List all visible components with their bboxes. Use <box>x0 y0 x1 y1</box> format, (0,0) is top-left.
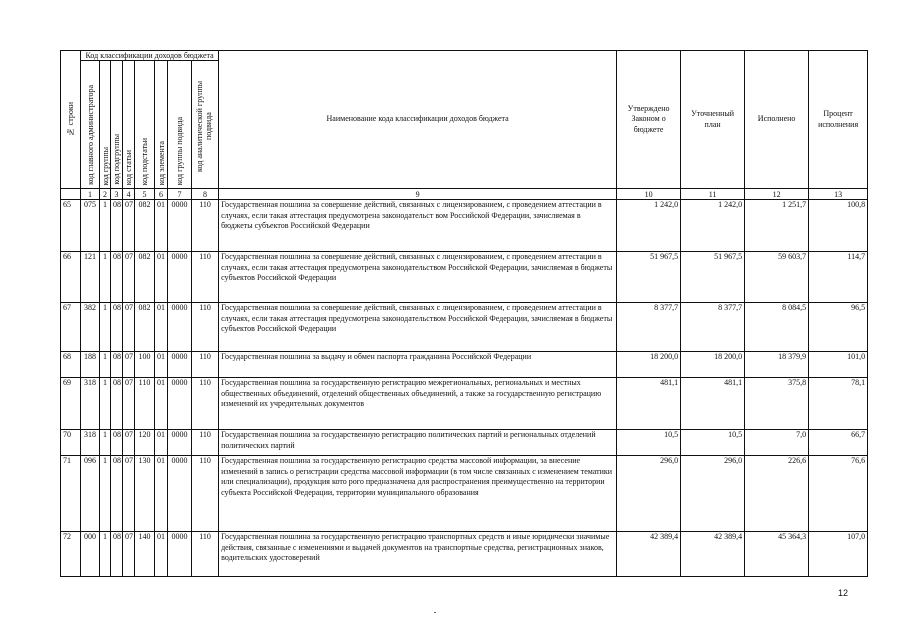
code-column-header: код группы подвида <box>168 61 192 189</box>
scan-dot <box>434 612 436 613</box>
code-column-header: код статьи <box>123 61 135 189</box>
column-number: 6 <box>155 189 168 200</box>
column-number: 1 <box>81 189 100 200</box>
table-row <box>61 456 868 532</box>
refined-amount: 481,1 <box>681 378 745 430</box>
element-code: 01 <box>155 252 168 303</box>
table-row <box>61 378 868 430</box>
subgroup-code: 08 <box>111 532 123 577</box>
approved-amount: 1 242,0 <box>617 200 681 252</box>
refined-amount: 296,0 <box>681 456 745 532</box>
admin-code: 382 <box>81 303 100 352</box>
analytic-group-code: 110 <box>192 532 219 577</box>
group-code: 1 <box>100 532 111 577</box>
approved-amount: 10,5 <box>617 430 681 456</box>
row-number: 68 <box>61 352 81 378</box>
execution-percent: 114,7 <box>809 252 868 303</box>
row-number: 66 <box>61 252 81 303</box>
execution-percent: 96,5 <box>809 303 868 352</box>
subgroup-code: 08 <box>111 200 123 252</box>
approved-amount: 296,0 <box>617 456 681 532</box>
code-column-header: код подстатьи <box>135 61 155 189</box>
column-number: 7 <box>168 189 192 200</box>
subtype-group-code: 0000 <box>168 378 192 430</box>
refined-amount: 1 242,0 <box>681 200 745 252</box>
subgroup-code: 08 <box>111 430 123 456</box>
execution-percent: 66,7 <box>809 430 868 456</box>
article-code: 07 <box>123 200 135 252</box>
admin-code: 318 <box>81 378 100 430</box>
classification-code-group-header: Код классификации доходов бюджета <box>81 51 219 61</box>
execution-percent: 76,6 <box>809 456 868 532</box>
revenue-name: Государственная пошлина за государственную регистрацию средства массовой информации, за внесение изменений в запись о регистрации средства массовой информации (в том числе связанных с изменением тематики или специализации), продукция кото рого предназначена для распространения преимущественно на территории субъекта Российской Федерации, территории муниципального образования <box>219 456 617 532</box>
article-code: 07 <box>123 352 135 378</box>
subarticle-code: 140 <box>135 532 155 577</box>
code-column-header: код аналитической группы подвида <box>192 61 219 189</box>
subarticle-code: 120 <box>135 430 155 456</box>
subgroup-code: 08 <box>111 378 123 430</box>
revenue-name: Государственная пошлина за государственную регистрацию межрегиональных, региональных и местных общественных объединений, отделений общественных объединений, а также за государственную регистрацию изменений их учредительных документов <box>219 378 617 430</box>
subtype-group-code: 0000 <box>168 352 192 378</box>
approved-amount: 51 967,5 <box>617 252 681 303</box>
code-column-header: код группы <box>100 61 111 189</box>
execution-percent: 100,8 <box>809 200 868 252</box>
row-number-header: № строки <box>61 51 81 189</box>
refined-amount: 42 389,4 <box>681 532 745 577</box>
column-number: 10 <box>617 189 681 200</box>
row-number: 72 <box>61 532 81 577</box>
row-number: 71 <box>61 456 81 532</box>
group-code: 1 <box>100 303 111 352</box>
subtype-group-code: 0000 <box>168 252 192 303</box>
table-row <box>61 532 868 577</box>
column-number: 13 <box>809 189 868 200</box>
row-number: 69 <box>61 378 81 430</box>
admin-code: 318 <box>81 430 100 456</box>
execution-percent: 107,0 <box>809 532 868 577</box>
refined-amount: 51 967,5 <box>681 252 745 303</box>
column-number: 12 <box>745 189 809 200</box>
executed-amount: 8 084,5 <box>745 303 809 352</box>
execution-percent: 78,1 <box>809 378 868 430</box>
revenue-name: Государственная пошлина за совершение действий, связанных с лицензированием, с проведением аттестации в случаях, если такая аттестация предусмотрена законодательством Российской Федерации, зачисляемая в бюджеты субъектов Российской Федерации <box>219 303 617 352</box>
analytic-group-code: 110 <box>192 430 219 456</box>
column-number: 8 <box>192 189 219 200</box>
analytic-group-code: 110 <box>192 303 219 352</box>
subtype-group-code: 0000 <box>168 200 192 252</box>
column-number: 11 <box>681 189 745 200</box>
executed-amount: 7,0 <box>745 430 809 456</box>
refined-amount: 10,5 <box>681 430 745 456</box>
column-number: 4 <box>123 189 135 200</box>
table-row <box>61 200 868 252</box>
admin-code: 121 <box>81 252 100 303</box>
approved-amount: 481,1 <box>617 378 681 430</box>
column-number: 5 <box>135 189 155 200</box>
executed-amount: 226,6 <box>745 456 809 532</box>
table-row <box>61 352 868 378</box>
page-number: 12 <box>838 588 849 598</box>
table-row <box>61 303 868 352</box>
subarticle-code: 082 <box>135 303 155 352</box>
column-number: 9 <box>219 189 617 200</box>
column-number: 2 <box>100 189 111 200</box>
approved-amount: 42 389,4 <box>617 532 681 577</box>
code-column-header: код главного администратора <box>81 61 100 189</box>
subgroup-code: 08 <box>111 303 123 352</box>
article-code: 07 <box>123 378 135 430</box>
row-number: 67 <box>61 303 81 352</box>
subgroup-code: 08 <box>111 252 123 303</box>
name-header: Наименование кода классификации доходов бюджета <box>219 51 617 189</box>
refined-plan-header: Уточненный план <box>681 51 745 189</box>
group-code: 1 <box>100 352 111 378</box>
subarticle-code: 100 <box>135 352 155 378</box>
approved-amount: 8 377,7 <box>617 303 681 352</box>
article-code: 07 <box>123 532 135 577</box>
element-code: 01 <box>155 456 168 532</box>
subarticle-code: 082 <box>135 200 155 252</box>
element-code: 01 <box>155 352 168 378</box>
subarticle-code: 082 <box>135 252 155 303</box>
revenue-name: Государственная пошлина за совершение действий, связанных с лицензированием, с проведением аттестации в случаях, если такая аттестация предусмотрена законодательством Российской Федерации, зачисляемая в бюджеты субъектов Российской Федерации <box>219 252 617 303</box>
element-code: 01 <box>155 200 168 252</box>
subtype-group-code: 0000 <box>168 430 192 456</box>
row-number: 70 <box>61 430 81 456</box>
revenue-name: Государственная пошлина за совершение действий, связанных с лицензированием, с проведением аттестации в случаях, если такая аттестация предусмотрена законодательст вом Российской Федерации, зачисляемая в бюджеты субъектов Российской Федерации <box>219 200 617 252</box>
percent-header: Процент исполнения <box>809 51 868 189</box>
article-code: 07 <box>123 456 135 532</box>
analytic-group-code: 110 <box>192 378 219 430</box>
group-code: 1 <box>100 456 111 532</box>
analytic-group-code: 110 <box>192 352 219 378</box>
executed-header: Исполнено <box>745 51 809 189</box>
article-code: 07 <box>123 303 135 352</box>
subgroup-code: 08 <box>111 456 123 532</box>
analytic-group-code: 110 <box>192 252 219 303</box>
admin-code: 188 <box>81 352 100 378</box>
subarticle-code: 130 <box>135 456 155 532</box>
approved-header: Утверждено Законом о бюджете <box>617 51 681 189</box>
subtype-group-code: 0000 <box>168 532 192 577</box>
table-row <box>61 252 868 303</box>
article-code: 07 <box>123 430 135 456</box>
group-code: 1 <box>100 378 111 430</box>
subtype-group-code: 0000 <box>168 303 192 352</box>
executed-amount: 18 379,9 <box>745 352 809 378</box>
executed-amount: 45 364,3 <box>745 532 809 577</box>
budget-revenue-table <box>60 50 868 577</box>
group-code: 1 <box>100 200 111 252</box>
table-row <box>61 430 868 456</box>
admin-code: 096 <box>81 456 100 532</box>
execution-percent: 101,0 <box>809 352 868 378</box>
column-number: 3 <box>111 189 123 200</box>
approved-amount: 18 200,0 <box>617 352 681 378</box>
refined-amount: 18 200,0 <box>681 352 745 378</box>
element-code: 01 <box>155 532 168 577</box>
article-code: 07 <box>123 252 135 303</box>
subarticle-code: 110 <box>135 378 155 430</box>
refined-amount: 8 377,7 <box>681 303 745 352</box>
executed-amount: 1 251,7 <box>745 200 809 252</box>
executed-amount: 59 603,7 <box>745 252 809 303</box>
element-code: 01 <box>155 303 168 352</box>
code-column-header: код подгруппы <box>111 61 123 189</box>
element-code: 01 <box>155 430 168 456</box>
column-number-row <box>61 189 868 200</box>
subgroup-code: 08 <box>111 352 123 378</box>
row-number: 65 <box>61 200 81 252</box>
group-code: 1 <box>100 430 111 456</box>
analytic-group-code: 110 <box>192 200 219 252</box>
admin-code: 000 <box>81 532 100 577</box>
revenue-name: Государственная пошлина за государственную регистрацию транспортных средств и иные юридически значимые действия, связанные с изменениями и выдачей документов на транспортные средства, регистрационных знаков, водительских удостоверений <box>219 532 617 577</box>
element-code: 01 <box>155 378 168 430</box>
admin-code: 075 <box>81 200 100 252</box>
group-code: 1 <box>100 252 111 303</box>
subtype-group-code: 0000 <box>168 456 192 532</box>
executed-amount: 375,8 <box>745 378 809 430</box>
revenue-name: Государственная пошлина за государственную регистрацию политических партий и региональных отделений политических партий <box>219 430 617 456</box>
analytic-group-code: 110 <box>192 456 219 532</box>
revenue-name: Государственная пошлина за выдачу и обмен паспорта гражданина Российской Федерации <box>219 352 617 378</box>
code-column-header: код элемента <box>155 61 168 189</box>
